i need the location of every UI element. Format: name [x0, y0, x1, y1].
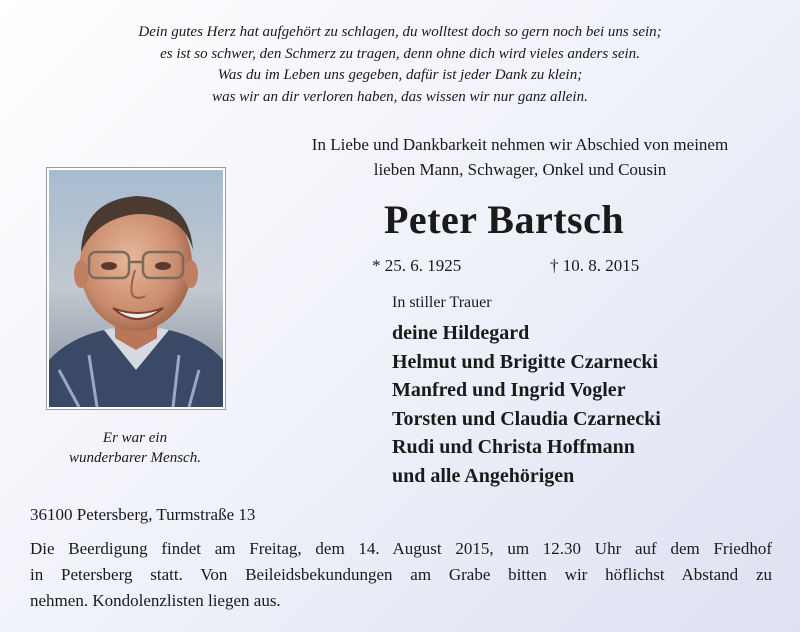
mourners-list: [392, 319, 661, 490]
deceased-name: Peter Bartsch: [384, 197, 625, 242]
portrait-frame: [46, 167, 226, 410]
caption-line: wunderbarer Mensch.: [69, 450, 201, 466]
death-date: † 10. 8. 2015: [550, 256, 640, 275]
notice-line: in Petersberg statt. Von Beileidsbekundungen am Grabe bitten wir höflichst Abstand zu: [30, 565, 772, 584]
portrait-photo: [49, 170, 223, 407]
mourner-name: deine Hildegard: [392, 322, 530, 344]
funeral-notice: [30, 536, 772, 614]
mourner-name: Rudi und Christa Hoffmann: [392, 436, 635, 458]
farewell-intro: [240, 132, 800, 182]
poem-line: Was du im Leben uns gegeben, dafür ist jeder Dank zu klein;: [217, 67, 583, 83]
poem-line: was wir an dir verloren haben, das wissen wir nur ganz allein.: [212, 88, 588, 105]
mourner-name: Manfred und Ingrid Vogler: [392, 379, 626, 401]
notice-line: Die Beerdigung findet am Freitag, dem 14. August 2015, um 12.30 Uhr auf dem Friedhof: [30, 539, 772, 558]
intro-line: In Liebe und Dankbarkeit nehmen wir Abschied von meinem: [311, 135, 729, 154]
birth-date: * 25. 6. 1925: [372, 256, 462, 275]
caption-line: Er war ein: [102, 430, 168, 446]
intro-line: lieben Mann, Schwager, Onkel und Cousin: [373, 160, 667, 179]
memorial-poem: [0, 22, 800, 108]
portrait-image: [49, 170, 223, 407]
notice-line: nehmen. Kondolenzlisten liegen aus.: [30, 591, 281, 610]
address: 36100 Petersberg, Turmstraße 13: [30, 505, 256, 524]
poem-line: es ist so schwer, den Schmerz zu tragen, denn ohne dich wird vieles anders sein.: [160, 45, 640, 62]
mourner-name: und alle Angehörigen: [392, 464, 575, 487]
mourner-name: Helmut und Brigitte Czarnecki: [392, 350, 659, 373]
poem-line: Dein gutes Herz hat aufgehört zu schlagen, du wolltest doch so gern noch bei uns sein;: [138, 24, 662, 40]
mourning-label: In stiller Trauer: [392, 294, 492, 311]
photo-caption: [40, 428, 230, 468]
mourner-name: Torsten und Claudia Czarnecki: [392, 407, 661, 430]
